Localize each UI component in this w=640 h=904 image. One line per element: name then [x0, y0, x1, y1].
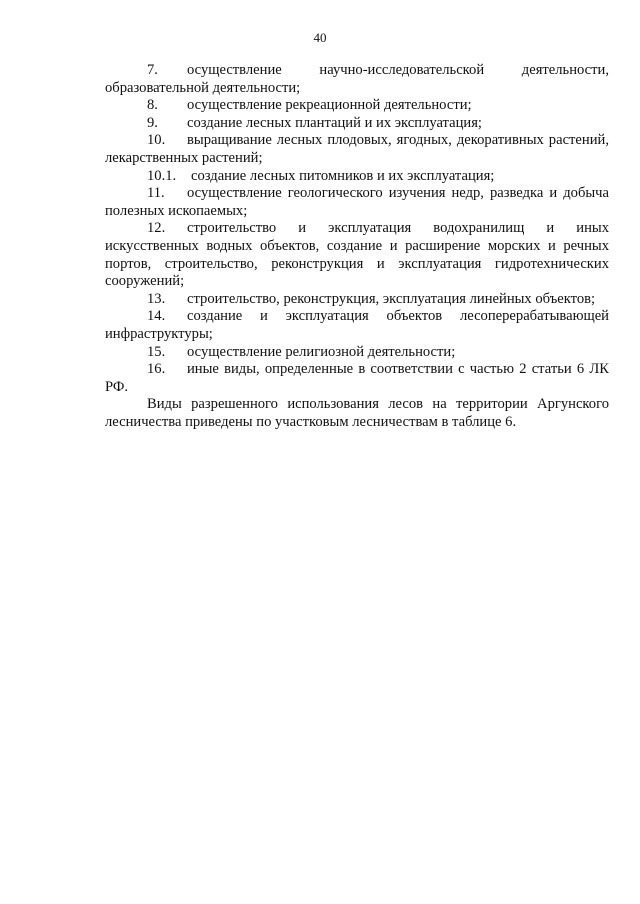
- list-item-number: 7.: [147, 62, 158, 78]
- list-item: [105, 185, 609, 220]
- list-item-number: 8.: [147, 97, 158, 114]
- list-item: [105, 308, 609, 343]
- list-item-number: 11.: [147, 185, 165, 202]
- list-item-text: строительство и эксплуатация водохранилищ и иных искусственных водных объектов, создание и расширение морских и речных портов, строительство, реконструкция и эксплуатация гидротехнических сооружений;: [105, 220, 609, 290]
- closing-paragraph: Виды разрешенного использования лесов на территории Аргунского лесничества приведены по участковым лесничествам в таблице 6.: [105, 396, 609, 430]
- list-item-number: 9.: [147, 114, 158, 131]
- list-item-text: создание лесных питомников и их эксплуатация;: [191, 167, 495, 184]
- list-item: [105, 62, 609, 97]
- list-item-number: 14.: [147, 308, 166, 325]
- list-item-text: осуществление рекреационной деятельности;: [187, 97, 472, 114]
- list-item-number: 12.: [147, 220, 166, 237]
- list-item-text: строительство, реконструкция, эксплуатация линейных объектов;: [187, 290, 596, 307]
- list-item: [105, 291, 609, 309]
- list-item-number: 16.: [147, 361, 166, 378]
- list-item: [105, 97, 609, 115]
- list-item-text: осуществление религиозной деятельности;: [187, 343, 456, 360]
- list-item: [105, 361, 609, 396]
- list-item-text: создание лесных плантаций и их эксплуатация;: [187, 114, 482, 131]
- page-number: 40: [313, 30, 327, 45]
- list-item: [105, 168, 609, 186]
- page-content: [105, 62, 609, 431]
- list-item: [105, 344, 609, 362]
- list-item-number: 13.: [147, 290, 166, 307]
- list-item-number: 10.: [147, 132, 166, 149]
- list-item-text: осуществление научно-исследовательской деятельности, образовательной деятельности;: [105, 62, 609, 96]
- list-item-text: осуществление геологического изучения недр, разведка и добыча полезных ископаемых;: [105, 185, 609, 219]
- list-item: [105, 132, 609, 167]
- list-item-text: выращивание лесных плодовых, ягодных, декоративных растений, лекарственных растений;: [105, 132, 609, 166]
- list-item: [105, 220, 609, 290]
- list-item: [105, 115, 609, 133]
- list-item-text: создание и эксплуатация объектов лесоперерабатывающей инфраструктуры;: [105, 308, 609, 342]
- list-item-text: иные виды, определенные в соответствии с частью 2 статьи 6 ЛК РФ.: [105, 361, 609, 395]
- list-item-number: 15.: [147, 343, 166, 360]
- list-item-number: 10.1.: [147, 167, 177, 184]
